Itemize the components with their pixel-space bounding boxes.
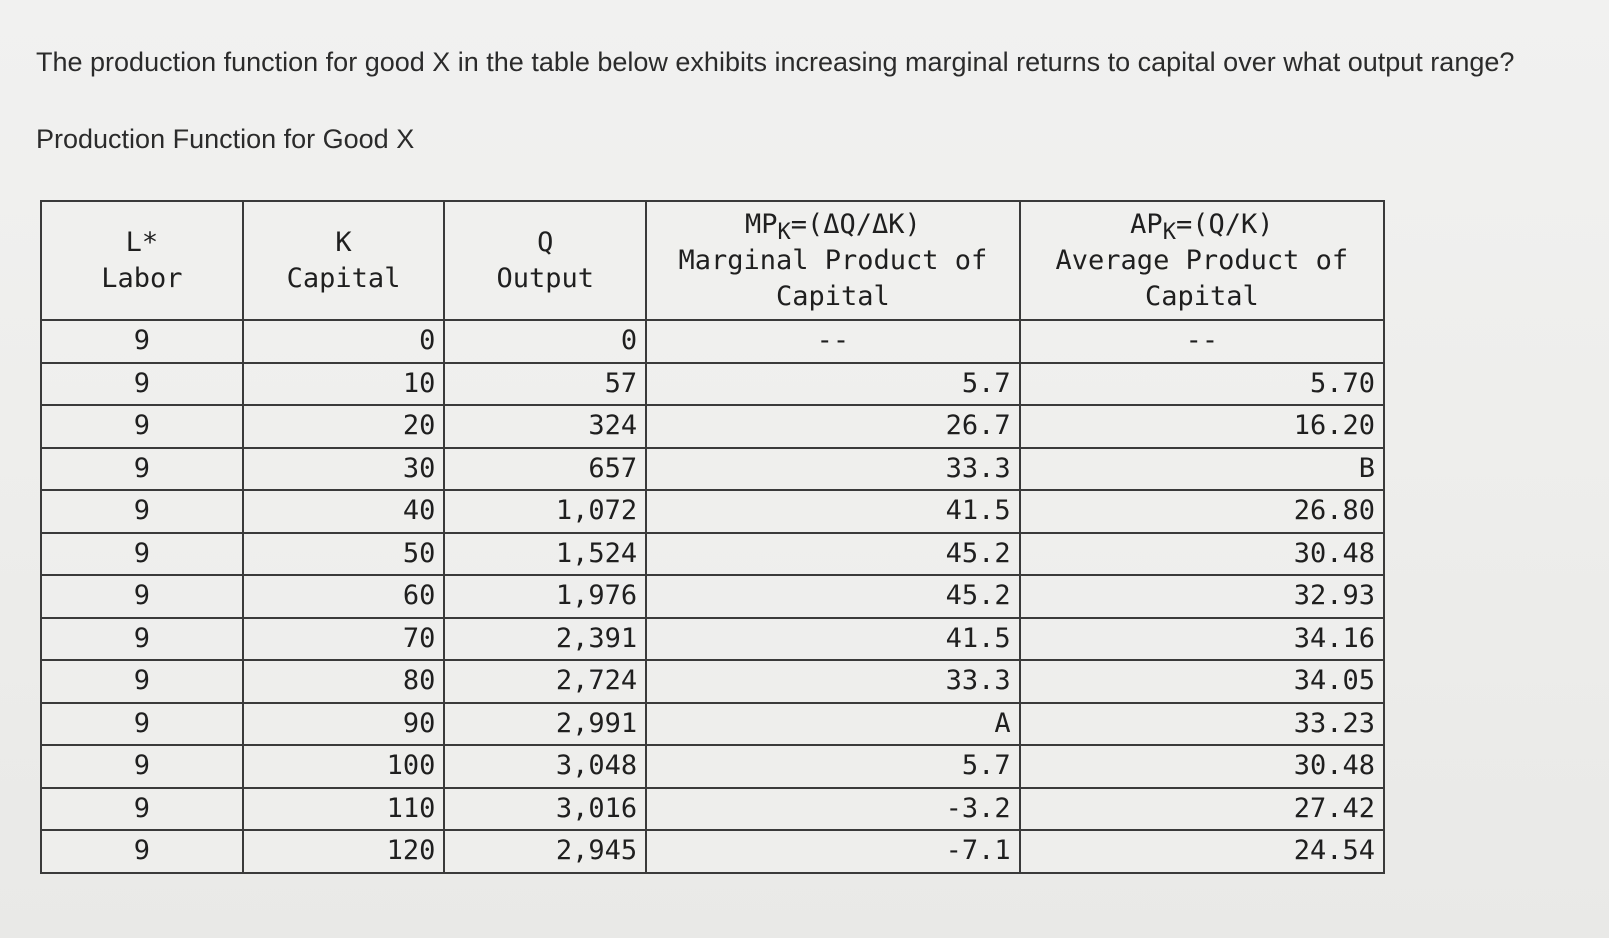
cell-capital: 0 [243, 320, 445, 363]
cell-apk: 26.80 [1020, 490, 1384, 533]
cell-labor: 9 [41, 618, 243, 661]
table-row [41, 320, 1384, 363]
table-row [41, 830, 1384, 873]
header-labor-name: Labor [101, 262, 183, 294]
cell-capital: 50 [243, 533, 445, 576]
cell-mpk: 41.5 [646, 618, 1020, 661]
cell-output: 2,991 [444, 703, 646, 746]
cell-mpk: 45.2 [646, 533, 1020, 576]
question-text: The production function for good X in the table below exhibits increasing marginal returns to capital over what output range? [36, 47, 1515, 77]
cell-apk: -- [1020, 320, 1384, 363]
cell-apk: 16.20 [1020, 405, 1384, 448]
table-row [41, 363, 1384, 406]
header-mpk-line3: Capital [775, 280, 890, 312]
cell-capital: 100 [243, 745, 445, 788]
cell-output: 1,072 [444, 490, 646, 533]
table-header-row [41, 201, 1384, 320]
cell-capital: 80 [243, 660, 445, 703]
cell-apk: 34.05 [1020, 660, 1384, 703]
cell-output: 0 [444, 320, 646, 363]
cell-labor: 9 [41, 490, 243, 533]
cell-apk: 34.16 [1020, 618, 1384, 661]
cell-mpk: 5.7 [646, 745, 1020, 788]
table-row [41, 490, 1384, 533]
cell-capital: 60 [243, 575, 445, 618]
cell-output: 2,391 [444, 618, 646, 661]
table-title: Production Function for Good X [36, 124, 415, 154]
cell-output: 3,016 [444, 788, 646, 831]
cell-apk: 33.23 [1020, 703, 1384, 746]
cell-apk: 27.42 [1020, 788, 1384, 831]
cell-labor: 9 [41, 320, 243, 363]
cell-mpk: 33.3 [646, 660, 1020, 703]
table-row [41, 703, 1384, 746]
cell-apk: 32.93 [1020, 575, 1384, 618]
header-output-symbol: Q [537, 226, 554, 258]
header-mpk-formula: =(ΔQ/ΔK) [790, 208, 921, 240]
cell-mpk: 41.5 [646, 490, 1020, 533]
production-table [40, 200, 1385, 874]
cell-labor: 9 [41, 660, 243, 703]
cell-labor: 9 [41, 703, 243, 746]
cell-mpk: -- [646, 320, 1020, 363]
header-apk-line2: Average Product of [1055, 244, 1349, 276]
cell-capital: 120 [243, 830, 445, 873]
cell-mpk: 5.7 [646, 363, 1020, 406]
header-apk-formula: =(Q/K) [1175, 208, 1274, 240]
cell-labor: 9 [41, 575, 243, 618]
cell-output: 1,524 [444, 533, 646, 576]
cell-mpk: -7.1 [646, 830, 1020, 873]
table-row [41, 660, 1384, 703]
cell-mpk: 33.3 [646, 448, 1020, 491]
header-capital-name: Capital [286, 262, 401, 294]
header-apk [1020, 201, 1384, 320]
cell-output: 2,945 [444, 830, 646, 873]
cell-apk: B [1020, 448, 1384, 491]
cell-output: 657 [444, 448, 646, 491]
cell-output: 57 [444, 363, 646, 406]
cell-labor: 9 [41, 745, 243, 788]
cell-apk: 5.70 [1020, 363, 1384, 406]
header-output-name: Output [496, 262, 595, 294]
cell-capital: 70 [243, 618, 445, 661]
cell-mpk: A [646, 703, 1020, 746]
header-apk-sub: K [1162, 219, 1176, 245]
header-capital [243, 201, 445, 320]
header-labor-symbol: L* [125, 226, 159, 258]
cell-apk: 24.54 [1020, 830, 1384, 873]
cell-labor: 9 [41, 448, 243, 491]
cell-capital: 40 [243, 490, 445, 533]
cell-capital: 30 [243, 448, 445, 491]
cell-apk: 30.48 [1020, 745, 1384, 788]
cell-labor: 9 [41, 788, 243, 831]
header-mpk-formula-line [655, 207, 1011, 243]
cell-output: 3,048 [444, 745, 646, 788]
table-row [41, 533, 1384, 576]
header-mpk-line2: Marginal Product of [678, 244, 988, 276]
cell-labor: 9 [41, 533, 243, 576]
header-apk-line3: Capital [1144, 280, 1259, 312]
cell-labor: 9 [41, 405, 243, 448]
cell-labor: 9 [41, 830, 243, 873]
cell-mpk: 45.2 [646, 575, 1020, 618]
cell-capital: 10 [243, 363, 445, 406]
cell-capital: 90 [243, 703, 445, 746]
header-mpk-prefix: MP [744, 208, 778, 240]
header-apk-prefix: AP [1130, 208, 1163, 240]
cell-output: 324 [444, 405, 646, 448]
cell-labor: 9 [41, 363, 243, 406]
header-mpk [646, 201, 1020, 320]
header-apk-formula-line [1029, 207, 1375, 243]
cell-capital: 20 [243, 405, 445, 448]
table-row [41, 618, 1384, 661]
table-row [41, 575, 1384, 618]
cell-capital: 110 [243, 788, 445, 831]
table-row [41, 448, 1384, 491]
cell-output: 1,976 [444, 575, 646, 618]
cell-apk: 30.48 [1020, 533, 1384, 576]
table-row [41, 788, 1384, 831]
header-output [444, 201, 646, 320]
cell-output: 2,724 [444, 660, 646, 703]
header-capital-symbol: K [335, 226, 352, 258]
table-row [41, 405, 1384, 448]
header-mpk-sub: K [777, 219, 791, 245]
cell-mpk: -3.2 [646, 788, 1020, 831]
table-row [41, 745, 1384, 788]
cell-mpk: 26.7 [646, 405, 1020, 448]
header-labor [41, 201, 243, 320]
